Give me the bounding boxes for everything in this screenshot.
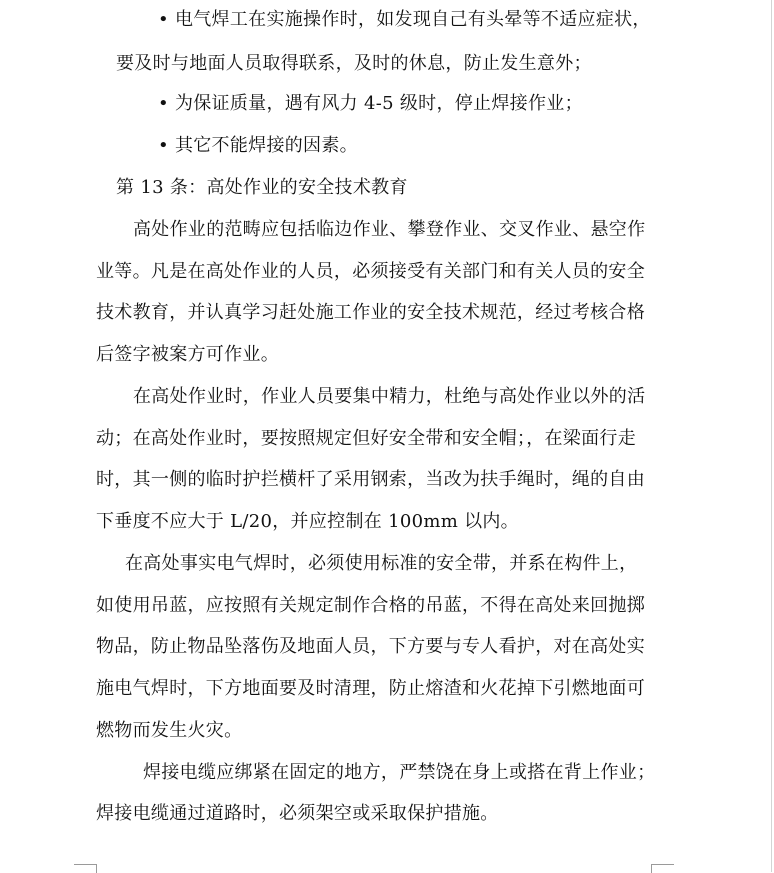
paragraph-line: 在高处事实电气焊时，必须使用标准的安全带，并系在构件上，	[125, 553, 638, 574]
paragraph-line: 焊接电缆通过道路时，必须架空或采取保护措施。	[96, 803, 499, 824]
page-edge-divider	[771, 0, 772, 872]
paragraph-line: 焊接电缆应绑紧在固定的地方，严禁饶在身上或搭在背上作业；	[143, 762, 656, 783]
text-line: 要及时与地面人员取得联系，及时的休息，防止发生意外；	[116, 53, 592, 74]
paragraph-line: 如使用吊蓝，应按照有关规定制作合格的吊蓝，不得在高处来回抛掷	[96, 595, 645, 616]
paragraph-line: 后签字被案方可作业。	[96, 344, 279, 365]
bullet-line-wind-force: • 为保证质量，遇有风力 4-5 级时，停止焊接作业；	[158, 93, 583, 114]
bullet-line-other-factors: • 其它不能焊接的因素。	[158, 135, 358, 156]
paragraph-line: 时，其一侧的临时护拦横杆了采用钢索，当改为扶手绳时，绳的自由	[96, 469, 645, 490]
bullet-line-welder-symptoms: • 电气焊工在实施操作时，如发现自己有头晕等不适应症状，	[158, 9, 651, 30]
paragraph-line: 施电气焊时，下方地面要及时清理，防止熔渣和火花掉下引燃地面可	[96, 678, 645, 699]
paragraph-line: 业等。凡是在高处作业的人员，必须接受有关部门和有关人员的安全	[96, 261, 645, 282]
paragraph-line: 技术教育，并认真学习赶处施工作业的安全技术规范，经过考核合格	[96, 302, 645, 323]
paragraph-line: 物品，防止物品坠落伤及地面人员，下方要与专人看护，对在高处实	[96, 636, 645, 657]
paragraph-line: 高处作业的范畴应包括临边作业、攀登作业、交叉作业、悬空作	[133, 219, 646, 240]
paragraph-line: 燃物而发生火灾。	[96, 720, 243, 741]
paragraph-line: 在高处作业时，作业人员要集中精力，杜绝与高处作业以外的活	[133, 386, 646, 407]
paragraph-line: 下垂度不应大于 L/20，并应控制在 100mm 以内。	[96, 511, 519, 532]
paragraph-line: 动；在高处作业时，要按照规定但好安全带和安全帽；，在梁面行走	[96, 428, 636, 449]
section-heading-article-13: 第 13 条：高处作业的安全技术教育	[116, 177, 408, 198]
